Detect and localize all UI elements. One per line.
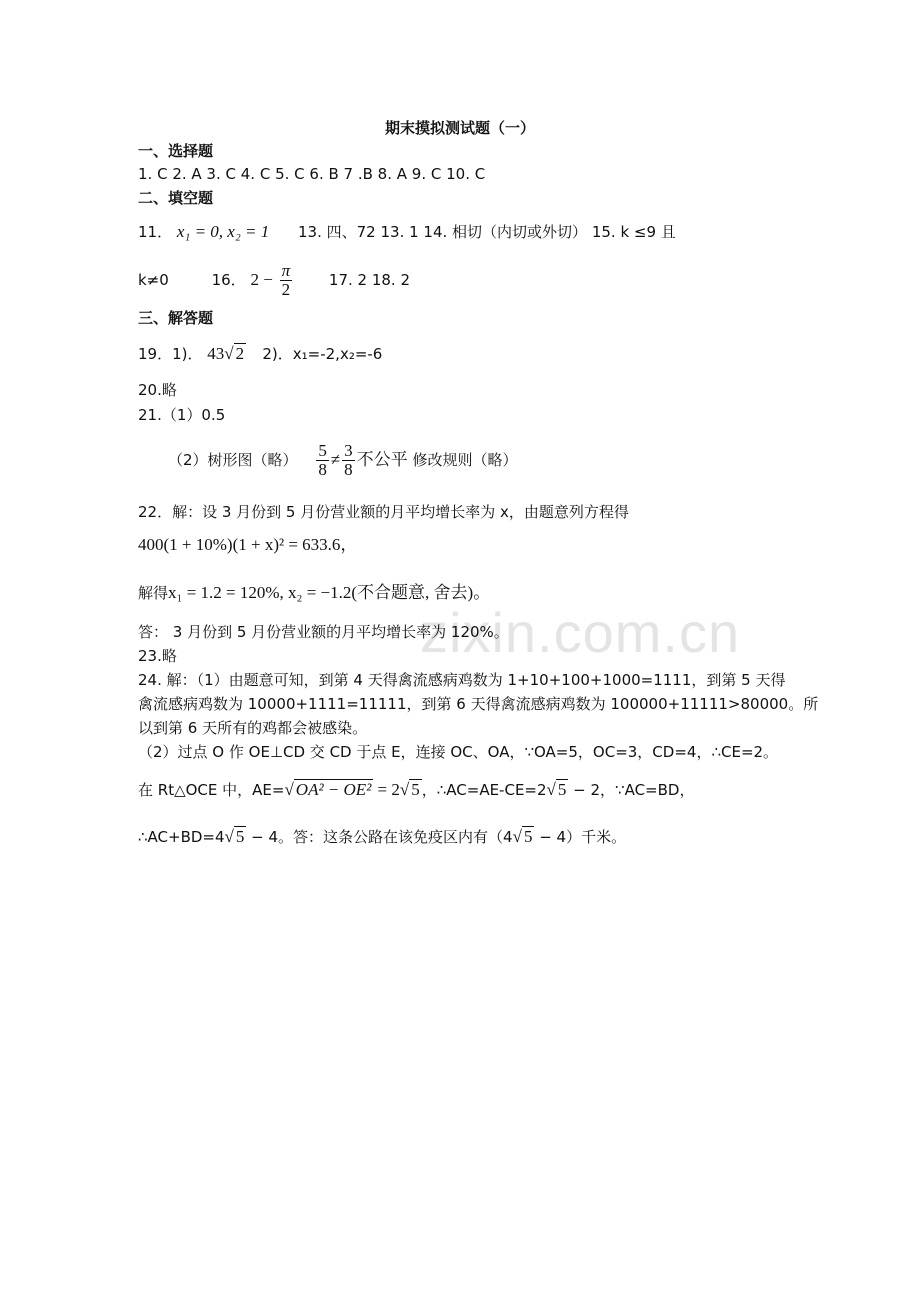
q16-numerator: π [281, 261, 291, 280]
q19-label: 19．1)． [138, 345, 203, 363]
q24-line-6-prefix: ∴AC+BD=4 [138, 828, 225, 846]
fill-line-2 [138, 262, 410, 299]
q24-ae-value-radical: √ 5 [399, 780, 420, 799]
q24-line-5-prefix: 在 Rt△OCE 中，AE= [138, 781, 285, 799]
section-heading-choice: 一、选择题 [138, 142, 214, 160]
section-heading-fill: 二、填空题 [138, 189, 214, 207]
q24-ae-equals: = 2 [373, 780, 400, 799]
q22-solution-line [138, 583, 490, 603]
q24-line-6-middle: − 4。答：这条公路在该免疫区内有（4 [246, 828, 513, 846]
page-title: 期末摸拟测试题（一） [384, 119, 535, 137]
q21-fraction-1 [316, 442, 329, 479]
q23-line: 23.略 [138, 647, 177, 665]
watermark: zixin.com.cn [420, 601, 741, 664]
q21-part2 [168, 438, 517, 482]
q21-part1: 21.（1）0.5 [138, 406, 226, 424]
q19-line [138, 344, 382, 364]
q16-prefix: 2 − [250, 270, 273, 289]
q16-denominator: 2 [281, 280, 291, 299]
q24-sum-radicand: 5 [235, 827, 245, 846]
q16-fraction [280, 262, 293, 299]
q22-line-1: 22．解：设 3 月份到 5 月份营业额的月平均增长率为 x，由题意列方程得 [138, 503, 629, 521]
q19-part2: 2)．x₁=-2,x₂=-6 [262, 345, 383, 363]
q21-fraction-1-numerator: 5 [318, 441, 327, 460]
q24-ac-radicand: 5 [557, 780, 567, 799]
q24-line-2: 禽流感病鸡数为 10000+1111=11111，到第 6 天得禽流感病鸡数为 100000+11111>80000。所 [138, 695, 819, 713]
q24-sum-radical: √ 5 [224, 827, 245, 846]
q22-equation: 400(1 + 10%)(1 + x)² = 633.6， [138, 535, 358, 554]
q11-label: 11． [138, 223, 173, 241]
q21-fraction-2-numerator: 3 [344, 441, 353, 460]
q21-neq: ≠ [330, 450, 341, 469]
q15-cont: k≠0 [138, 271, 169, 289]
q21-fraction-2 [342, 442, 355, 479]
section-heading-solve: 三、解答题 [138, 309, 214, 327]
q24-line-3: 以到第 6 天所有的鸡都会被感染。 [138, 719, 368, 737]
q22-solution: x₁ = 1.2 = 120%, x₂ = −1.2(不合题意, 舍去)。 [168, 583, 491, 602]
q22-answer: 答： 3 月份到 5 月份营业额的月平均增长率为 120%。 [138, 623, 509, 641]
q21-fraction-2-denominator: 8 [344, 460, 353, 479]
q24-ac-expression: ，∴AC=AE-CE=2 [421, 781, 547, 799]
q21-modify-rule: 修改规则（略） [407, 451, 518, 469]
q24-line-6 [138, 827, 626, 847]
q24-line-4: （2）过点 O 作 OE⊥CD 交 CD 于点 E，连接 OC、OA，∵OA=5，OC=3，CD=4，∴CE=2。 [138, 743, 779, 761]
q24-line-5-tail: − 2，∵AC=BD， [568, 781, 695, 799]
choice-answers: 1. C 2. A 3. C 4. C 5. C 6. B 7 .B 8. A 9. C 10. C [138, 165, 486, 183]
q24-ac-radical: √ 5 [546, 780, 567, 799]
q24-line-6-tail: − 4）千米。 [534, 828, 627, 846]
q24-ae-radical: √ OA² − OE² [284, 780, 372, 799]
fill-answers-13-15: 13. 四、72 13. 1 14. 相切（内切或外切） 15. k ≤9 且 [298, 223, 676, 241]
q24-line-1: 24. 解：（1）由题意可知，到第 4 天得禽流感病鸡数为 1+10+100+1000=1111，到第 5 天得 [138, 671, 786, 689]
q24-ae-radicand: OA² − OE² [295, 780, 372, 799]
q20-line: 20.略 [138, 381, 177, 399]
q24-answer-radicand: 5 [523, 827, 533, 846]
q22-solution-prefix: 解得 [138, 584, 169, 602]
q21-unfair: 不公平 [356, 450, 408, 469]
q21-fraction-1-denominator: 8 [318, 460, 327, 479]
q11-math: x₁ = 0, x₂ = 1 [176, 222, 270, 241]
q21-part2-prefix: （2）树形图（略） [168, 451, 298, 469]
q24-ae-value-radicand: 5 [411, 780, 420, 799]
fill-line-1 [138, 222, 676, 242]
q19-radicand: 2 [235, 344, 245, 363]
q19-coefficient: 43 [207, 344, 225, 363]
q17-18-answers: 17. 2 18. 2 [328, 271, 411, 289]
q16-label: 16． [211, 271, 246, 289]
q24-answer-radical: √ 5 [512, 827, 533, 846]
q24-line-5 [138, 780, 694, 800]
q19-radical-expression: 43√ 2 [207, 344, 245, 363]
